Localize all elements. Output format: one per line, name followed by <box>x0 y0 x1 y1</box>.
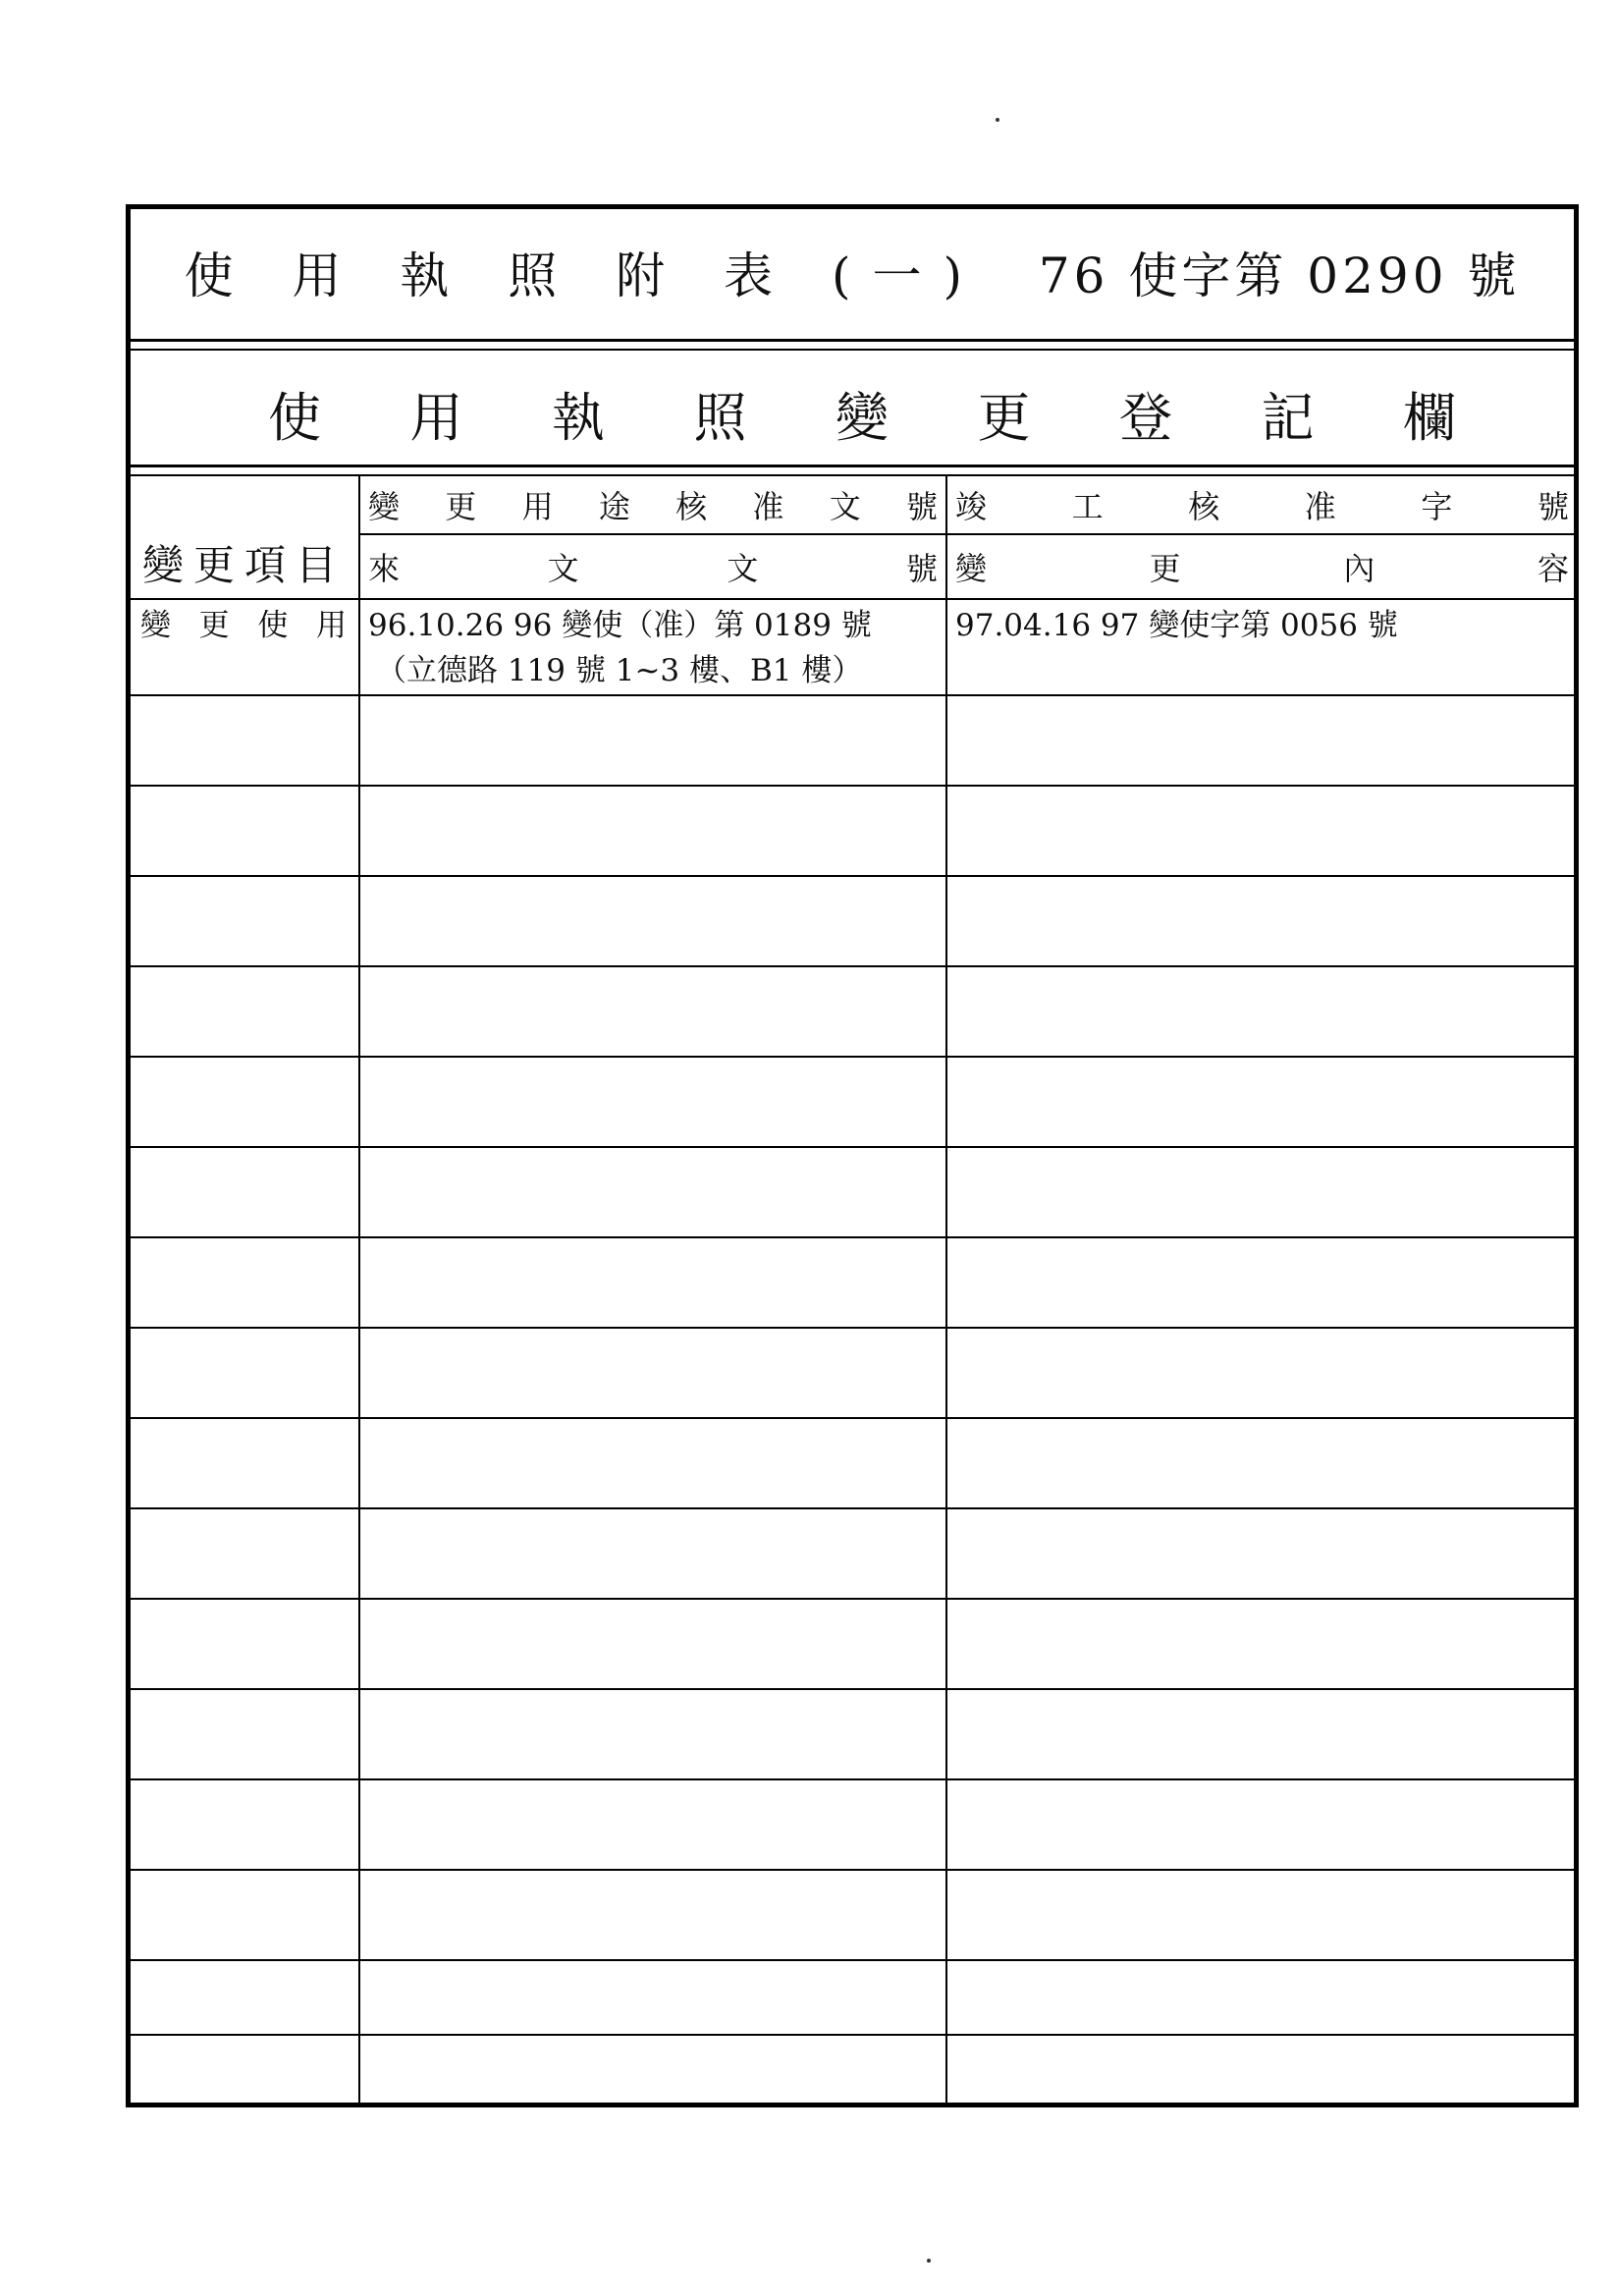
divider <box>131 465 1574 467</box>
row-line <box>131 1507 1574 1509</box>
scan-speck <box>996 118 999 122</box>
divider <box>131 339 1574 342</box>
header-item-label: 變更項目 <box>141 541 347 589</box>
form-title-main: 使 用 執 照 附 表 (一) <box>184 247 984 304</box>
divider <box>131 349 1574 351</box>
row-line <box>131 1688 1574 1690</box>
entry-address: （立德路 119 號 1~3 樓、B1 樓） <box>376 653 863 688</box>
entry-completion-doc: 97.04.16 97 變使字第 0056 號 <box>955 608 1398 643</box>
row-line <box>131 785 1574 787</box>
row-line <box>131 1327 1574 1329</box>
divider <box>131 598 1574 600</box>
header-col2-top: 竣 工 核 准 字 號 <box>955 488 1569 525</box>
column-divider <box>358 474 360 2107</box>
row-line <box>131 2034 1574 2036</box>
row-line <box>131 875 1574 877</box>
form-subtitle: 使 用 執 照 變 更 登 記 欄 <box>268 386 1456 449</box>
header-col1-top: 變 更 用 途 核 准 文 號 <box>368 488 938 525</box>
row-line <box>131 1236 1574 1238</box>
scan-speck <box>927 2259 931 2263</box>
row-line <box>131 1598 1574 1600</box>
header-col1-bottom: 來 文 文 號 <box>368 550 938 587</box>
header-col2-bottom: 變 更 內 容 <box>955 550 1569 587</box>
row-line <box>131 694 1574 696</box>
row-line <box>131 1056 1574 1058</box>
row-line <box>131 1146 1574 1148</box>
column-divider <box>945 474 947 2107</box>
row-line <box>131 965 1574 967</box>
row-line <box>131 1778 1574 1780</box>
form-title <box>131 237 1574 315</box>
row-line <box>131 1869 1574 1871</box>
license-number: 76 使字第 0290 號 <box>1038 247 1521 304</box>
row-line <box>131 1959 1574 1961</box>
form-frame <box>126 204 1579 2107</box>
entry-approval-doc: 96.10.26 96 變使（准）第 0189 號 <box>368 608 872 643</box>
row-line <box>131 1417 1574 1419</box>
entry-item: 變 更 使 用 <box>140 608 347 643</box>
